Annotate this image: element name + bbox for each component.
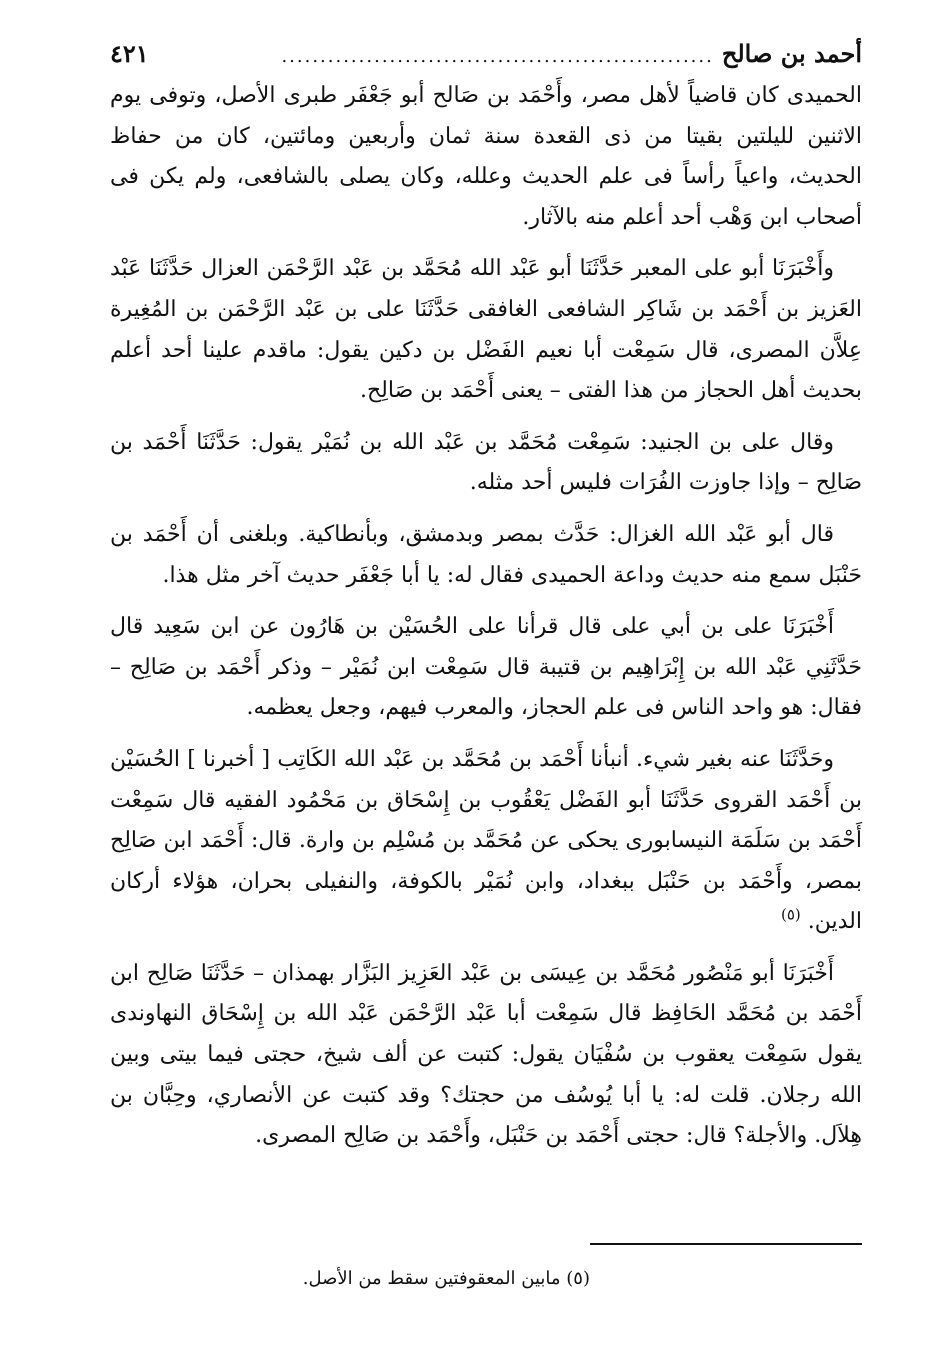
paragraph-6-text: وحَدَّثَنَا عنه بغير شيء. أنبأنا أَحْمَد بن مُحَمَّد بن عَبْد الله الكَاتِب [ أخبرنا ] الحُسَيْن بن أَحْمَد القروى حَدَّثَنَا أبو الفَضْل يَعْقُوب بن إِسْحَاق بن مَحْمُود الفقيه قال سَمِعْت أَحْمَد بن سَلَمَة النيسابورى يحكى عن مُحَمَّد بن مُسْلِم بن وارة. قال: أَحْمَد ابن صَالِح بمصر، وأَحْمَد بن حَنْبَل ببغداد، وابن نُمَيْر بالكوفة، والنفيلى بحران، هؤلاء أركان الدين. — [110, 746, 862, 935]
header-leader-dots: ........................................................ — [281, 46, 714, 67]
page-number: ٤٢١ — [110, 39, 149, 68]
paragraph-7: أَخْبَرَنَا أبو مَنْصُور مُحَمَّد بن عِيسَى بن عَبْد العَزِيز البَزَّار بهمذان – حَدَّثَنَا صَالِح ابن أَحْمَد بن مُحَمَّد الحَافِظ قال سَمِعْت أبا عَبْد الرَّحْمَن عَبْد الله بن إِسْحَاق النهاوندى يقول سَمِعْت يعقوب بن سُفْيَان يقول: كتبت عن ألف شيخ، حجتى فيما بيتى وبين الله رجلان. قلت له: يا أبا يُوسُف من حجتك؟ وقد كتبت عن الأنصاري، وحِبَّان بن هِلاَل. والأجلة؟ قال: حجتى أَحْمَد بن حَنْبَل، وأَحْمَد بن صَالِح المصرى. — [110, 960, 862, 1149]
page — [110, 34, 862, 1168]
footnote: (٥) مابين المعقوفتين سقط من الأصل. — [302, 1268, 590, 1289]
paragraph-5: أَخْبَرَنَا على بن أبي على قال قرأنا على الحُسَيْن بن هَارُون عن ابن سَعِيد قال حَدَّثَنِي عَبْد الله بن إِبْرَاهِيم بن قتيبة قال سَمِعْت ابن نُمَيْر – وذكر أَحْمَد بن صَالِح – فقال: هو واحد الناس فى علم الحجاز، والمعرب فيهم، وجعل يعظمه. — [110, 614, 862, 721]
running-header — [110, 34, 862, 76]
paragraph-4: قال أبو عَبْد الله الغزال: حَدَّث بمصر وبدمشق، وبأنطاكية. وبلغنى أن أَحْمَد بن حَنْبَل سمع منه حديث وداعة الحميدى فقال له: يا أبا جَعْفَر حديث آخر مثل هذا. — [110, 521, 862, 588]
header-title: أحمد بن صالح — [721, 39, 862, 68]
footnote-divider — [590, 1243, 862, 1245]
paragraph-2: وأَخْبَرَنَا أبو على المعبر حَدَّثَنَا أبو عَبْد الله مُحَمَّد بن عَبْد الرَّحْمَن العزال حَدَّثَنَا عَبْد العَزيز بن أَحْمَد بن شَاكِر الشافعى الغافقى حَدَّثَنَا على بن عَبْد الرَّحْمَن بن المُغِيرة عِلاَّن المصرى، قال سَمِعْت أبا نعيم الفَضْل بن دكين يقول: ماقدم علينا أحد أعلم بحديث أهل الحجاز من هذا الفتى – يعنى أَحْمَد بن صَالِح. — [110, 256, 862, 404]
paragraph-6 — [110, 740, 862, 943]
paragraph-3: وقال على بن الجنيد: سَمِعْت مُحَمَّد بن عَبْد الله بن نُمَيْر يقول: حَدَّثَنَا أَحْمَد بن صَالِح – وإذا جاوزت الفُرَات فليس أحد مثله. — [110, 429, 862, 496]
paragraph-1: الحميدى كان قاضياً لأهل مصر، وأَحْمَد بن صَالح أبو جَعْفَر طبرى الأصل، وتوفى يوم الاثنين لليلتين بقيتا من ذى القعدة سنة ثمان وأربعين ومائتين، كان من حفاظ الحديث، واعياً رأساً فى علم الحديث وعلله، وكان يصلى بالشافعى، ولم يكن فى أصحاب ابن وَهْب أحد أعلم منه بالآثار. — [110, 83, 862, 230]
footnote-reference: (٥) — [780, 905, 801, 924]
